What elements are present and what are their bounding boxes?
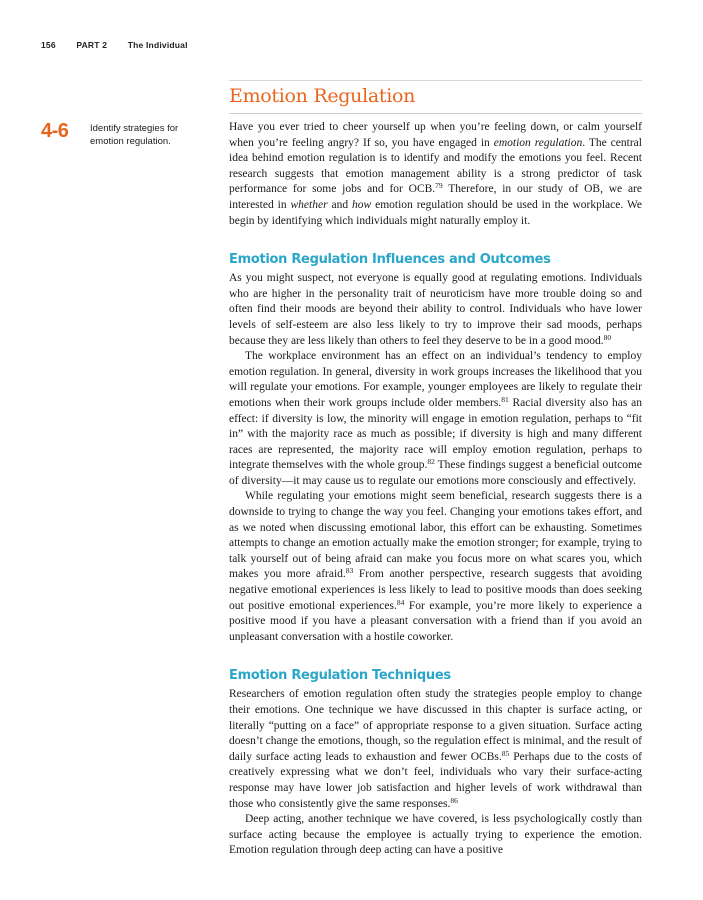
text-run: While regulating your emotions might seem beneficial, research suggests there is a downside to trying to change the way you feel. Changing your emotions takes effort, and as we noted when discussing emotional labor, this effort can be exhausting. Sometimes attempts to change an emotion actually make the emotion stronger; for example, trying to talk yourself out of being afraid can make you focus more on what scares you, which makes you more afraid. — [229, 490, 642, 581]
text-run: The workplace environment has an effect on an individual’s tendency to employ emotion regulation. In general, diversity in work groups increases the likelihood that you will regulate your emotions. For example, younger employees are likely to regulate their emotions when their work groups include older members. — [229, 350, 642, 409]
influences-paragraph-3 — [229, 489, 642, 645]
endnote-ref: 82 — [427, 457, 435, 467]
text-run: Perhaps due to the costs of creatively expressing what we don’t feel, individuals who vary their surface-acting response may have lower job satisfaction and higher levels of work withdrawal than those who consistently give the same responses. — [229, 750, 642, 810]
section-title: Emotion Regulation — [229, 85, 416, 107]
endnote-ref: 81 — [501, 394, 509, 404]
endnote-ref: 79 — [435, 181, 443, 191]
influences-paragraph-2 — [229, 349, 642, 489]
text-run: From another perspective, research suggests that avoiding negative emotional experiences is less likely to lead to positive moods than does seeking out positive emotional experiences. — [229, 568, 643, 612]
text-run: Have you ever tried to cheer yourself up when you’re feeling down, or calm yourself when you’re feeling angry? If so, you have engaged in — [229, 121, 642, 149]
running-head — [41, 40, 188, 50]
learning-objective-text: Identify strategies for emotion regulation. — [90, 123, 179, 147]
text-run: Researchers of emotion regulation often study the strategies people employ to change their emotions. One technique we have discussed in this chapter is surface acting, or literally “putting on a face” of appropriate response to a given situation. Surface acting doesn’t change the emotions, though, so the regulation effect is minimal, and the result of daily surface acting leads to exhaustion and fewer OCBs. — [229, 688, 642, 763]
subheading-influences: Emotion Regulation Influences and Outcomes — [229, 252, 551, 268]
endnote-ref: 86 — [450, 795, 458, 805]
text-run: Racial diversity also has an effect: if diversity is low, the minority will engage in emotion regulation, perhaps to “fit in” with the majority race as much as possible; if diversity is high and many different races are represented, the majority race will employ emotion regulation, perhaps to integrate themselves with the whole group. — [229, 396, 643, 472]
text-run: and — [327, 198, 353, 211]
section-top-rule — [229, 80, 642, 81]
body-column — [229, 120, 642, 859]
emphasis: whether — [290, 198, 328, 211]
text-run: As you might suspect, not everyone is equally good at regulating emotions. Individuals who are higher in the personality trait of neuroticism have more trouble doing so and often find their moods are beyond their ability to control. Individuals who have lower levels of self-esteem are also less likely to try to improve their sad moods, perhaps because they are less likely than others to feel they deserve to be in a good mood. — [229, 272, 642, 347]
endnote-ref: 83 — [345, 566, 354, 576]
page-number: 156 — [41, 40, 56, 50]
text-run: Deep acting, another technique we have covered, is less psychologically costly than surface acting because the employee is actually trying to experience the emotion. Emotion regulation through deep acting can have a positive — [229, 813, 642, 857]
influences-paragraph-1 — [229, 271, 642, 349]
part-label: PART 2 — [76, 40, 108, 50]
emphasis: how — [352, 198, 372, 211]
endnote-ref: 84 — [396, 597, 405, 607]
part-title: The Individual — [127, 40, 188, 50]
text-run: . The central idea behind emotion regulation is to identify and modify the emotions you feel. Recent research suggests that emotion management ability is a strong predictor of task performance for some jobs and for OCB. — [229, 136, 642, 196]
learning-objective-number: 4-6 — [41, 120, 69, 142]
intro-paragraph — [229, 120, 642, 229]
techniques-paragraph-2 — [229, 812, 642, 859]
text-run: These findings suggest a beneficial outcome of diversity—it may cause us to regulate our emotions more consciously and effectively. — [229, 459, 642, 487]
subheading-techniques: Emotion Regulation Techniques — [229, 668, 451, 684]
endnote-ref: 80 — [603, 332, 612, 342]
key-term: emotion regulation — [493, 136, 583, 149]
endnote-ref: 85 — [501, 748, 510, 758]
text-run: emotion regulation should be used in the workplace. We begin by identifying which individuals might naturally employ it. — [229, 198, 642, 227]
techniques-paragraph-1 — [229, 687, 642, 812]
text-run: Therefore, in our study of OB, we are interested in — [229, 183, 642, 211]
section-title-rule — [229, 113, 642, 114]
text-run: For example, you’re more likely to experience a positive mood if you have a pleasant conversation with a friend than if you avoid an unpleasant conversation with a hostile coworker. — [229, 599, 643, 643]
